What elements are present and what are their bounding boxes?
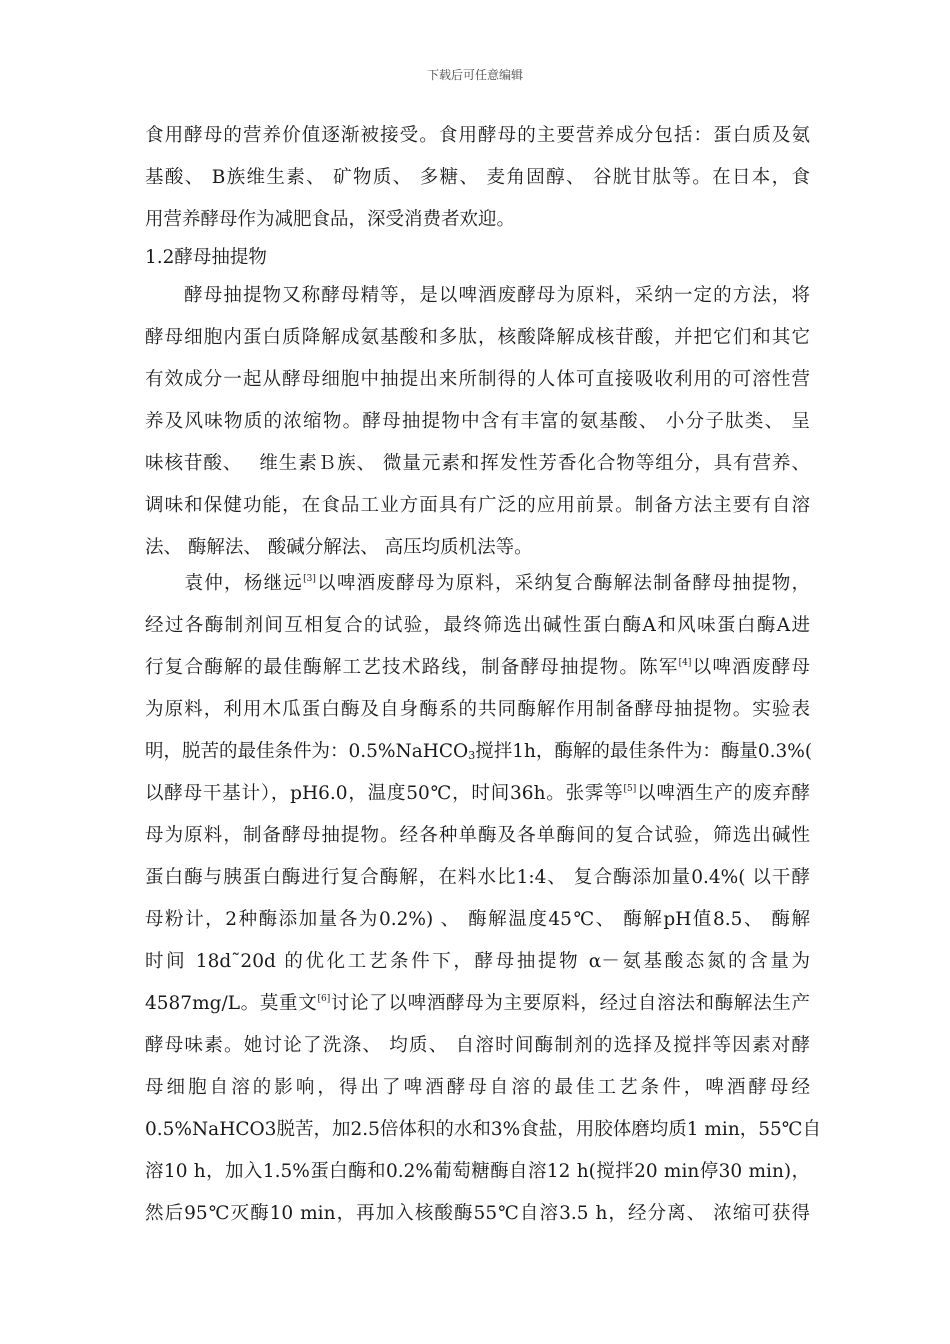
section-heading: 1.2酵母抽提物	[145, 247, 267, 268]
text-line: 4587mg/L。莫重文[6]讨论了以啤酒酵母为主要原料，经过自溶法和酶解法生产	[145, 993, 810, 1014]
text-line: 母为原料，制备酵母抽提物。经各种单酶及各单酶间的复合试验，筛选出碱性	[145, 825, 810, 846]
text-line: 酵母细胞内蛋白质降解成氨基酸和多肽，核酸降解成核苷酸，并把它们和其它	[145, 327, 810, 348]
text-line: 有效成分一起从酵母细胞中抽提出来所制得的人体可直接吸收利用的可溶性营	[145, 369, 810, 390]
text-line: 行复合酶解的最佳酶解工艺技术路线，制备酵母抽提物。陈军[4]以啤酒废酵母	[145, 657, 810, 678]
text-line: 母粉计，2种酶添加量各为0.2%) 、 酶解温度45℃、 酶解pH值8.5、 酶解	[145, 909, 810, 930]
text-line: 味核苷酸、 维生素Ｂ族、 微量元素和挥发性芳香化合物等组分，具有营养、	[145, 453, 810, 474]
text-line: 明，脱苦的最佳条件为：0.5%NaHCO$_3$搅拌1h，酶解的最佳条件为：酶量0.3%(	[145, 741, 813, 762]
citation-ref: [3]	[303, 574, 316, 584]
text-line: 然后95℃灭酶10 min，再加入核酸酶55℃自溶3.5 h，经分离、 浓缩可获得	[145, 1203, 810, 1224]
citation-ref: [4]	[678, 658, 692, 668]
text-line: 为原料，利用木瓜蛋白酶及自身酶系的共同酶解作用制备酵母抽提物。实验表	[145, 699, 810, 720]
text-line: 经过各酶制剂间互相复合的试验，最终筛选出碱性蛋白酶A和风味蛋白酶A进	[145, 615, 810, 636]
text-line: 时间 18d˜20d 的优化工艺条件下，酵母抽提物 α－氨基酸态氮的含量为	[145, 951, 810, 972]
text-line: 酵母抽提物又称酵母精等，是以啤酒废酵母为原料，采纳一定的方法，将	[145, 285, 810, 306]
text-line: 袁仲，杨继远[3]以啤酒废酵母为原料，采纳复合酶解法制备酵母抽提物，	[145, 573, 810, 594]
text-line: 用营养酵母作为减肥食品，深受消费者欢迎。	[145, 209, 516, 230]
text-line: 食用酵母的营养价值逐渐被接受。食用酵母的主要营养成分包括：蛋白质及氨	[145, 125, 810, 146]
text-line: 以酵母干基计），pH6.0，温度50℃，时间36h。张霁等[5]以啤酒生产的废弃酵	[145, 783, 810, 804]
text-line: 蛋白酶与胰蛋白酶进行复合酶解，在料水比1:4、 复合酶添加量0.4%( 以干酵	[145, 867, 810, 888]
subscript: 3	[468, 749, 476, 762]
text-line: 调味和保健功能，在食品工业方面具有广泛的应用前景。制备方法主要有自溶	[145, 495, 810, 516]
text-line: 法、 酶解法、 酸碱分解法、 高压均质机法等。	[145, 537, 533, 558]
text-line: 0.5%NaHCO3脱苦，加2.5倍体积的水和3%食盐，用胶体磨均质1 min，55℃自	[145, 1119, 821, 1140]
text-line: 基酸、 B族维生素、 矿物质、 多糖、 麦角固醇、 谷胱甘肽等。在日本，食	[145, 167, 810, 188]
text-line: 养及风味物质的浓缩物。酵母抽提物中含有丰富的氨基酸、 小分子肽类、 呈	[145, 411, 810, 432]
page-header: 下载后可任意编辑	[426, 68, 523, 82]
text-line: 母细胞自溶的影响，得出了啤酒酵母自溶的最佳工艺条件，啤酒酵母经	[145, 1077, 810, 1098]
text-line: 溶10 h，加入1.5%蛋白酶和0.2%葡萄糖酶自溶12 h(搅拌20 min停30 min)，	[145, 1161, 810, 1182]
text-line: 酵母味素。她讨论了洗涤、 均质、 自溶时间酶制剂的选择及搅拌等因素对酵	[145, 1035, 810, 1056]
citation-ref: [6]	[317, 994, 331, 1004]
citation-ref: [5]	[623, 784, 637, 794]
